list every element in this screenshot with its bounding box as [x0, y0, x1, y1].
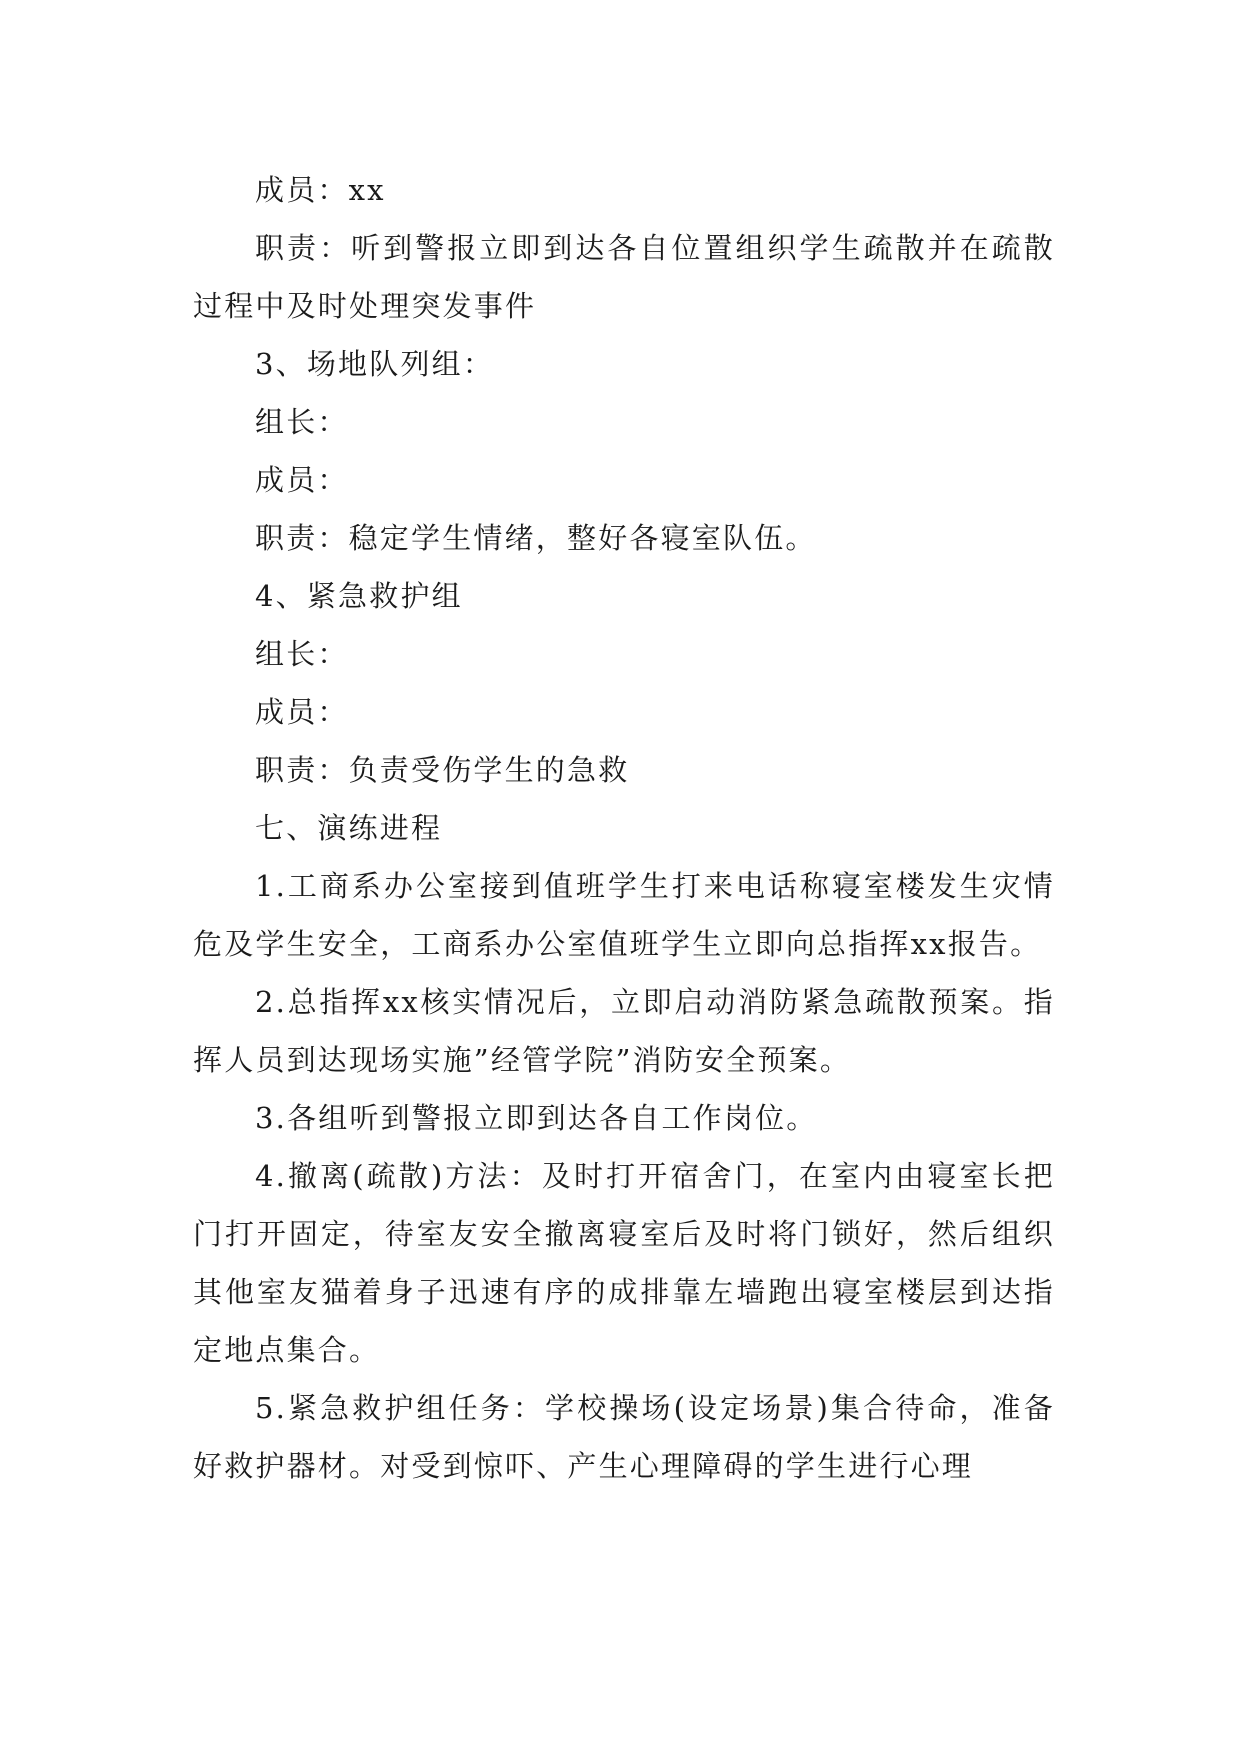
- leader-line: 组长：: [255, 405, 349, 439]
- process-step: 3.各组听到警报立即到达各自工作岗位。: [255, 1101, 818, 1135]
- duty-paragraph: 职责：听到警报立即到达各自位置组织学生疏散并在疏散过程中及时处理突发事件: [193, 231, 1055, 323]
- duty-paragraph: 职责：稳定学生情绪，整好各寝室队伍。: [255, 521, 817, 555]
- section-heading: 3、场地队列组：: [255, 347, 495, 381]
- leader-line: 组长：: [255, 637, 349, 671]
- process-step: 2.总指挥xx核实情况后，立即启动消防紧急疏散预案。指挥人员到达现场实施”经管学院”消防安全预案。: [193, 985, 1055, 1077]
- duty-paragraph: 职责：负责受伤学生的急救: [255, 753, 630, 787]
- process-step: 4.撤离(疏散)方法：及时打开宿舍门，在室内由寝室长把门打开固定，待室友安全撤离寝室后及时将门锁好，然后组织其他室友猫着身子迅速有序的成排靠左墙跑出寝室楼层到达指定地点集合。: [193, 1159, 1055, 1367]
- section-heading: 4、紧急救护组: [255, 579, 463, 613]
- process-step: 5.紧急救护组任务：学校操场(设定场景)集合待命，准备好救护器材。对受到惊吓、产生心理障碍的学生进行心理: [193, 1391, 1055, 1483]
- members-line: 成员：: [255, 463, 349, 497]
- document-body: [193, 161, 1055, 1495]
- members-line: 成员：xx: [255, 173, 386, 207]
- process-step: 1.工商系办公室接到值班学生打来电话称寝室楼发生灾情危及学生安全，工商系办公室值班学生立即向总指挥xx报告。: [193, 869, 1055, 961]
- chapter-heading: 七、演练进程: [255, 811, 443, 845]
- members-line: 成员：: [255, 695, 349, 729]
